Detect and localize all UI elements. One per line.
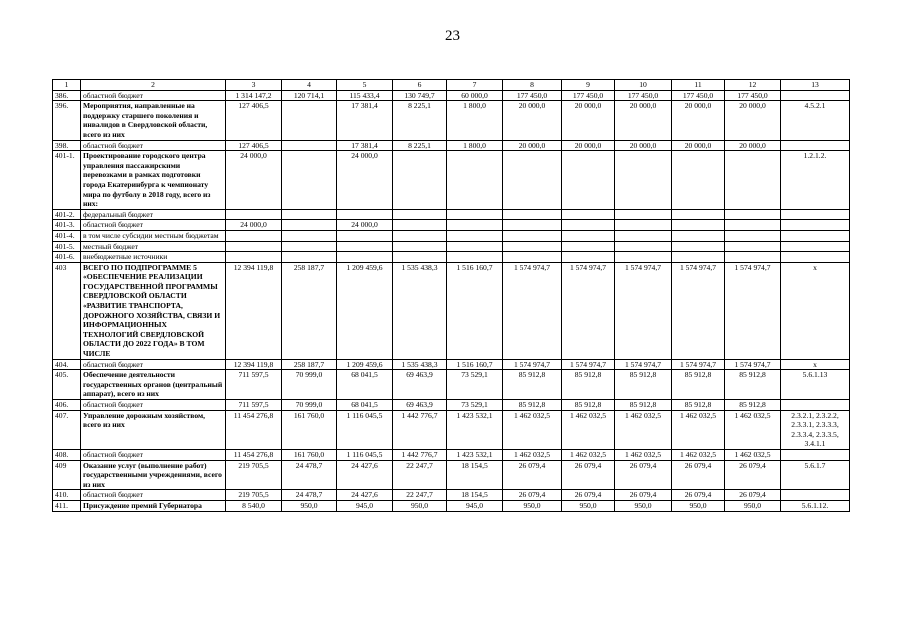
target-code: [781, 90, 850, 101]
amount-cell: [393, 241, 447, 252]
amount-cell: 24 000,0: [337, 220, 393, 231]
table-row: [53, 241, 850, 252]
amount-cell: 85 912,8: [562, 370, 615, 400]
amount-cell: 219 705,5: [226, 460, 282, 490]
amount-cell: 1 314 147,2: [226, 90, 282, 101]
header-row: [53, 80, 850, 91]
amount-cell: 12 394 119,8: [226, 262, 282, 359]
target-code: [781, 140, 850, 151]
amount-cell: 26 079,4: [725, 460, 781, 490]
row-name: внебюджетные источники: [81, 252, 226, 263]
amount-cell: 177 450,0: [615, 90, 672, 101]
amount-cell: 177 450,0: [503, 90, 562, 101]
amount-cell: [337, 209, 393, 220]
amount-cell: [562, 151, 615, 210]
amount-cell: 1 800,0: [447, 140, 503, 151]
row-number: 409: [53, 460, 81, 490]
table-body: [53, 80, 850, 512]
amount-cell: [672, 220, 725, 231]
row-number: 405.: [53, 370, 81, 400]
row-number: 401-4.: [53, 230, 81, 241]
target-code: 5.6.1.7: [781, 460, 850, 490]
amount-cell: 17 381,4: [337, 101, 393, 140]
table-row: [53, 101, 850, 140]
amount-cell: 177 450,0: [672, 90, 725, 101]
amount-cell: 1 516 160,7: [447, 262, 503, 359]
row-name: федеральный бюджет: [81, 209, 226, 220]
amount-cell: 26 079,4: [503, 460, 562, 490]
amount-cell: [562, 241, 615, 252]
amount-cell: [226, 230, 282, 241]
row-number: 401-2.: [53, 209, 81, 220]
column-header: 12: [725, 80, 781, 91]
table-row: [53, 490, 850, 501]
amount-cell: [447, 241, 503, 252]
amount-cell: 24 427,6: [337, 460, 393, 490]
amount-cell: 1 462 032,5: [562, 449, 615, 460]
target-code: 5.6.1.12.: [781, 500, 850, 511]
amount-cell: 26 079,4: [503, 490, 562, 501]
amount-cell: 177 450,0: [725, 90, 781, 101]
amount-cell: 950,0: [282, 500, 337, 511]
amount-cell: [615, 209, 672, 220]
amount-cell: 20 000,0: [615, 140, 672, 151]
table-row: [53, 151, 850, 210]
amount-cell: 18 154,5: [447, 490, 503, 501]
amount-cell: 1 462 032,5: [725, 410, 781, 449]
amount-cell: [725, 209, 781, 220]
amount-cell: 1 574 974,7: [672, 359, 725, 370]
row-name: Мероприятия, направленные на поддержку старшего поколения и инвалидов в Свердловской области, всего из них: [81, 101, 226, 140]
amount-cell: 8 225,1: [393, 101, 447, 140]
row-number: 404.: [53, 359, 81, 370]
amount-cell: 258 187,7: [282, 262, 337, 359]
amount-cell: [562, 230, 615, 241]
amount-cell: [725, 151, 781, 210]
row-name: областной бюджет: [81, 449, 226, 460]
amount-cell: [226, 209, 282, 220]
amount-cell: 1 574 974,7: [725, 262, 781, 359]
amount-cell: 1 442 776,7: [393, 410, 447, 449]
row-name: местный бюджет: [81, 241, 226, 252]
amount-cell: [393, 252, 447, 263]
amount-cell: 18 154,5: [447, 460, 503, 490]
amount-cell: 127 406,5: [226, 140, 282, 151]
amount-cell: 945,0: [447, 500, 503, 511]
amount-cell: [393, 230, 447, 241]
column-header: 6: [393, 80, 447, 91]
amount-cell: 711 597,5: [226, 370, 282, 400]
table-row: [53, 230, 850, 241]
amount-cell: 1 462 032,5: [503, 410, 562, 449]
amount-cell: 26 079,4: [615, 490, 672, 501]
amount-cell: 26 079,4: [562, 460, 615, 490]
amount-cell: 85 912,8: [725, 400, 781, 411]
amount-cell: 1 574 974,7: [503, 359, 562, 370]
amount-cell: 1 462 032,5: [615, 410, 672, 449]
row-number: 403: [53, 262, 81, 359]
amount-cell: 1 574 974,7: [615, 359, 672, 370]
amount-cell: 20 000,0: [672, 101, 725, 140]
amount-cell: 1 423 532,1: [447, 449, 503, 460]
amount-cell: 24 000,0: [226, 151, 282, 210]
row-number: 396.: [53, 101, 81, 140]
row-number: 401-3.: [53, 220, 81, 231]
target-code: 2.3.2.1, 2.3.2.2, 2.3.3.1, 2.3.3.3, 2.3.3.4, 2.3.3.5, 3.4.1.1: [781, 410, 850, 449]
target-code: [781, 220, 850, 231]
target-code: 4.5.2.1: [781, 101, 850, 140]
row-name: ВСЕГО ПО ПОДПРОГРАММЕ 5 «ОБЕСПЕЧЕНИЕ РЕАЛИЗАЦИИ ГОСУДАРСТВЕННОЙ ПРОГРАММЫ СВЕРДЛОВСКОЙ ОБЛАСТИ «РАЗВИТИЕ ТРАНСПОРТА, ДОРОЖНОГО ХОЗЯЙСТВА, СВЯЗИ И ИНФОРМАЦИОННЫХ ТЕХНОЛОГИЙ СВЕРДЛОВСКОЙ ОБЛАСТИ ДО 2022 ГОДА» В ТОМ ЧИСЛЕ: [81, 262, 226, 359]
amount-cell: [503, 241, 562, 252]
row-number: 398.: [53, 140, 81, 151]
amount-cell: 85 912,8: [672, 370, 725, 400]
amount-cell: 85 912,8: [503, 370, 562, 400]
target-code: x: [781, 359, 850, 370]
row-name: областной бюджет: [81, 400, 226, 411]
table-row: [53, 449, 850, 460]
row-name: Обеспечение деятельности государственных органов (центральный аппарат), всего из них: [81, 370, 226, 400]
table-row: [53, 140, 850, 151]
amount-cell: [226, 241, 282, 252]
amount-cell: 85 912,8: [615, 370, 672, 400]
row-number: 401-6.: [53, 252, 81, 263]
row-name: Оказание услуг (выполнение работ) государственными учреждениями, всего из них: [81, 460, 226, 490]
row-name: Проектирование городского центра управления пассажирскими перевозками в рамках подготовки города Екатеринбурга к чемпионату мира по футболу в 2018 году, всего из них:: [81, 151, 226, 210]
amount-cell: [615, 230, 672, 241]
amount-cell: 1 116 045,5: [337, 449, 393, 460]
amount-cell: [672, 151, 725, 210]
amount-cell: 20 000,0: [562, 140, 615, 151]
amount-cell: 85 912,8: [615, 400, 672, 411]
amount-cell: 1 574 974,7: [562, 359, 615, 370]
amount-cell: [725, 241, 781, 252]
amount-cell: 26 079,4: [672, 460, 725, 490]
amount-cell: 1 462 032,5: [562, 410, 615, 449]
amount-cell: [562, 209, 615, 220]
amount-cell: 1 423 532,1: [447, 410, 503, 449]
amount-cell: [337, 230, 393, 241]
amount-cell: 1 535 438,3: [393, 262, 447, 359]
row-number: 401-5.: [53, 241, 81, 252]
amount-cell: 11 454 276,8: [226, 410, 282, 449]
amount-cell: [503, 151, 562, 210]
amount-cell: 130 749,7: [393, 90, 447, 101]
amount-cell: 24 478,7: [282, 460, 337, 490]
table-row: [53, 460, 850, 490]
row-name: областной бюджет: [81, 490, 226, 501]
amount-cell: 161 760,0: [282, 410, 337, 449]
amount-cell: 26 079,4: [562, 490, 615, 501]
amount-cell: 1 574 974,7: [672, 262, 725, 359]
amount-cell: 1 574 974,7: [615, 262, 672, 359]
amount-cell: 24 427,6: [337, 490, 393, 501]
amount-cell: 115 433,4: [337, 90, 393, 101]
row-name: областной бюджет: [81, 90, 226, 101]
amount-cell: [282, 252, 337, 263]
column-header: 2: [81, 80, 226, 91]
amount-cell: 127 406,5: [226, 101, 282, 140]
amount-cell: [447, 209, 503, 220]
column-header: 5: [337, 80, 393, 91]
amount-cell: [447, 220, 503, 231]
amount-cell: [615, 220, 672, 231]
amount-cell: [503, 209, 562, 220]
amount-cell: 945,0: [337, 500, 393, 511]
amount-cell: 73 529,1: [447, 400, 503, 411]
amount-cell: [503, 220, 562, 231]
amount-cell: [503, 230, 562, 241]
amount-cell: [562, 220, 615, 231]
amount-cell: 68 041,5: [337, 400, 393, 411]
amount-cell: [447, 151, 503, 210]
amount-cell: 1 535 438,3: [393, 359, 447, 370]
row-number: 386.: [53, 90, 81, 101]
row-name: Управление дорожным хозяйством, всего из них: [81, 410, 226, 449]
column-header: 11: [672, 80, 725, 91]
amount-cell: [562, 252, 615, 263]
table-row: [53, 90, 850, 101]
amount-cell: [725, 252, 781, 263]
row-number: 406.: [53, 400, 81, 411]
amount-cell: 219 705,5: [226, 490, 282, 501]
row-number: 411.: [53, 500, 81, 511]
amount-cell: [393, 151, 447, 210]
column-header: 8: [503, 80, 562, 91]
amount-cell: 20 000,0: [562, 101, 615, 140]
row-number: 410.: [53, 490, 81, 501]
amount-cell: 1 574 974,7: [725, 359, 781, 370]
amount-cell: 70 999,0: [282, 400, 337, 411]
amount-cell: [725, 220, 781, 231]
amount-cell: [282, 220, 337, 231]
row-number: 408.: [53, 449, 81, 460]
amount-cell: [672, 252, 725, 263]
amount-cell: 85 912,8: [725, 370, 781, 400]
amount-cell: 120 714,1: [282, 90, 337, 101]
row-name: в том числе субсидии местным бюджетам: [81, 230, 226, 241]
amount-cell: [226, 252, 282, 263]
amount-cell: 1 462 032,5: [615, 449, 672, 460]
amount-cell: [337, 241, 393, 252]
column-header: 7: [447, 80, 503, 91]
page-number: 23: [445, 28, 460, 44]
amount-cell: 8 225,1: [393, 140, 447, 151]
row-name: областной бюджет: [81, 220, 226, 231]
amount-cell: [672, 230, 725, 241]
amount-cell: [503, 252, 562, 263]
table-row: [53, 359, 850, 370]
amount-cell: 22 247,7: [393, 460, 447, 490]
row-name: Присуждение премий Губернатора: [81, 500, 226, 511]
column-header: 4: [282, 80, 337, 91]
amount-cell: 12 394 119,8: [226, 359, 282, 370]
amount-cell: 20 000,0: [725, 101, 781, 140]
amount-cell: [447, 252, 503, 263]
amount-cell: 1 516 160,7: [447, 359, 503, 370]
amount-cell: [393, 209, 447, 220]
amount-cell: 1 462 032,5: [672, 449, 725, 460]
column-header: 9: [562, 80, 615, 91]
amount-cell: 26 079,4: [672, 490, 725, 501]
amount-cell: 258 187,7: [282, 359, 337, 370]
amount-cell: 17 381,4: [337, 140, 393, 151]
amount-cell: 60 000,0: [447, 90, 503, 101]
table-row: [53, 209, 850, 220]
amount-cell: 1 462 032,5: [672, 410, 725, 449]
target-code: [781, 252, 850, 263]
amount-cell: 1 116 045,5: [337, 410, 393, 449]
amount-cell: 1 574 974,7: [503, 262, 562, 359]
row-number: 401-1.: [53, 151, 81, 210]
amount-cell: 8 540,0: [226, 500, 282, 511]
table-row: [53, 262, 850, 359]
amount-cell: [337, 252, 393, 263]
amount-cell: [282, 209, 337, 220]
amount-cell: 1 800,0: [447, 101, 503, 140]
table-row: [53, 410, 850, 449]
amount-cell: [393, 220, 447, 231]
amount-cell: 69 463,9: [393, 370, 447, 400]
amount-cell: 24 478,7: [282, 490, 337, 501]
amount-cell: 85 912,8: [672, 400, 725, 411]
amount-cell: 1 574 974,7: [562, 262, 615, 359]
amount-cell: [282, 241, 337, 252]
amount-cell: [282, 151, 337, 210]
amount-cell: [672, 209, 725, 220]
amount-cell: 711 597,5: [226, 400, 282, 411]
target-code: 5.6.1.13: [781, 370, 850, 400]
row-number: 407.: [53, 410, 81, 449]
target-code: x: [781, 262, 850, 359]
amount-cell: 68 041,5: [337, 370, 393, 400]
table-row: [53, 400, 850, 411]
amount-cell: 20 000,0: [503, 101, 562, 140]
target-code: [781, 490, 850, 501]
amount-cell: 950,0: [615, 500, 672, 511]
amount-cell: 85 912,8: [562, 400, 615, 411]
amount-cell: 950,0: [672, 500, 725, 511]
amount-cell: 11 454 276,8: [226, 449, 282, 460]
amount-cell: 950,0: [725, 500, 781, 511]
table-row: [53, 500, 850, 511]
amount-cell: 70 999,0: [282, 370, 337, 400]
amount-cell: 73 529,1: [447, 370, 503, 400]
amount-cell: [615, 151, 672, 210]
row-name: областной бюджет: [81, 140, 226, 151]
amount-cell: [447, 230, 503, 241]
amount-cell: 20 000,0: [725, 140, 781, 151]
amount-cell: 950,0: [393, 500, 447, 511]
table-row: [53, 252, 850, 263]
row-name: областной бюджет: [81, 359, 226, 370]
amount-cell: [615, 252, 672, 263]
target-code: [781, 449, 850, 460]
target-code: [781, 241, 850, 252]
table-row: [53, 370, 850, 400]
target-code: 1.2.1.2.: [781, 151, 850, 210]
target-code: [781, 209, 850, 220]
amount-cell: 950,0: [562, 500, 615, 511]
amount-cell: 20 000,0: [615, 101, 672, 140]
amount-cell: 69 463,9: [393, 400, 447, 411]
target-code: [781, 400, 850, 411]
amount-cell: 26 079,4: [615, 460, 672, 490]
amount-cell: 1 209 459,6: [337, 359, 393, 370]
amount-cell: 26 079,4: [725, 490, 781, 501]
column-header: 3: [226, 80, 282, 91]
amount-cell: 161 760,0: [282, 449, 337, 460]
amount-cell: 1 462 032,5: [725, 449, 781, 460]
amount-cell: [282, 140, 337, 151]
target-code: [781, 230, 850, 241]
column-header: 1: [53, 80, 81, 91]
amount-cell: 177 450,0: [562, 90, 615, 101]
column-header: 10: [615, 80, 672, 91]
amount-cell: 85 912,8: [503, 400, 562, 411]
amount-cell: [672, 241, 725, 252]
amount-cell: 24 000,0: [226, 220, 282, 231]
amount-cell: 22 247,7: [393, 490, 447, 501]
amount-cell: 1 462 032,5: [503, 449, 562, 460]
amount-cell: [615, 241, 672, 252]
amount-cell: 950,0: [503, 500, 562, 511]
amount-cell: [282, 230, 337, 241]
amount-cell: [282, 101, 337, 140]
budget-table: [52, 79, 850, 512]
amount-cell: 1 209 459,6: [337, 262, 393, 359]
amount-cell: [725, 230, 781, 241]
amount-cell: 20 000,0: [672, 140, 725, 151]
amount-cell: 20 000,0: [503, 140, 562, 151]
amount-cell: 1 442 776,7: [393, 449, 447, 460]
table-row: [53, 220, 850, 231]
column-header: 13: [781, 80, 850, 91]
amount-cell: 24 000,0: [337, 151, 393, 210]
